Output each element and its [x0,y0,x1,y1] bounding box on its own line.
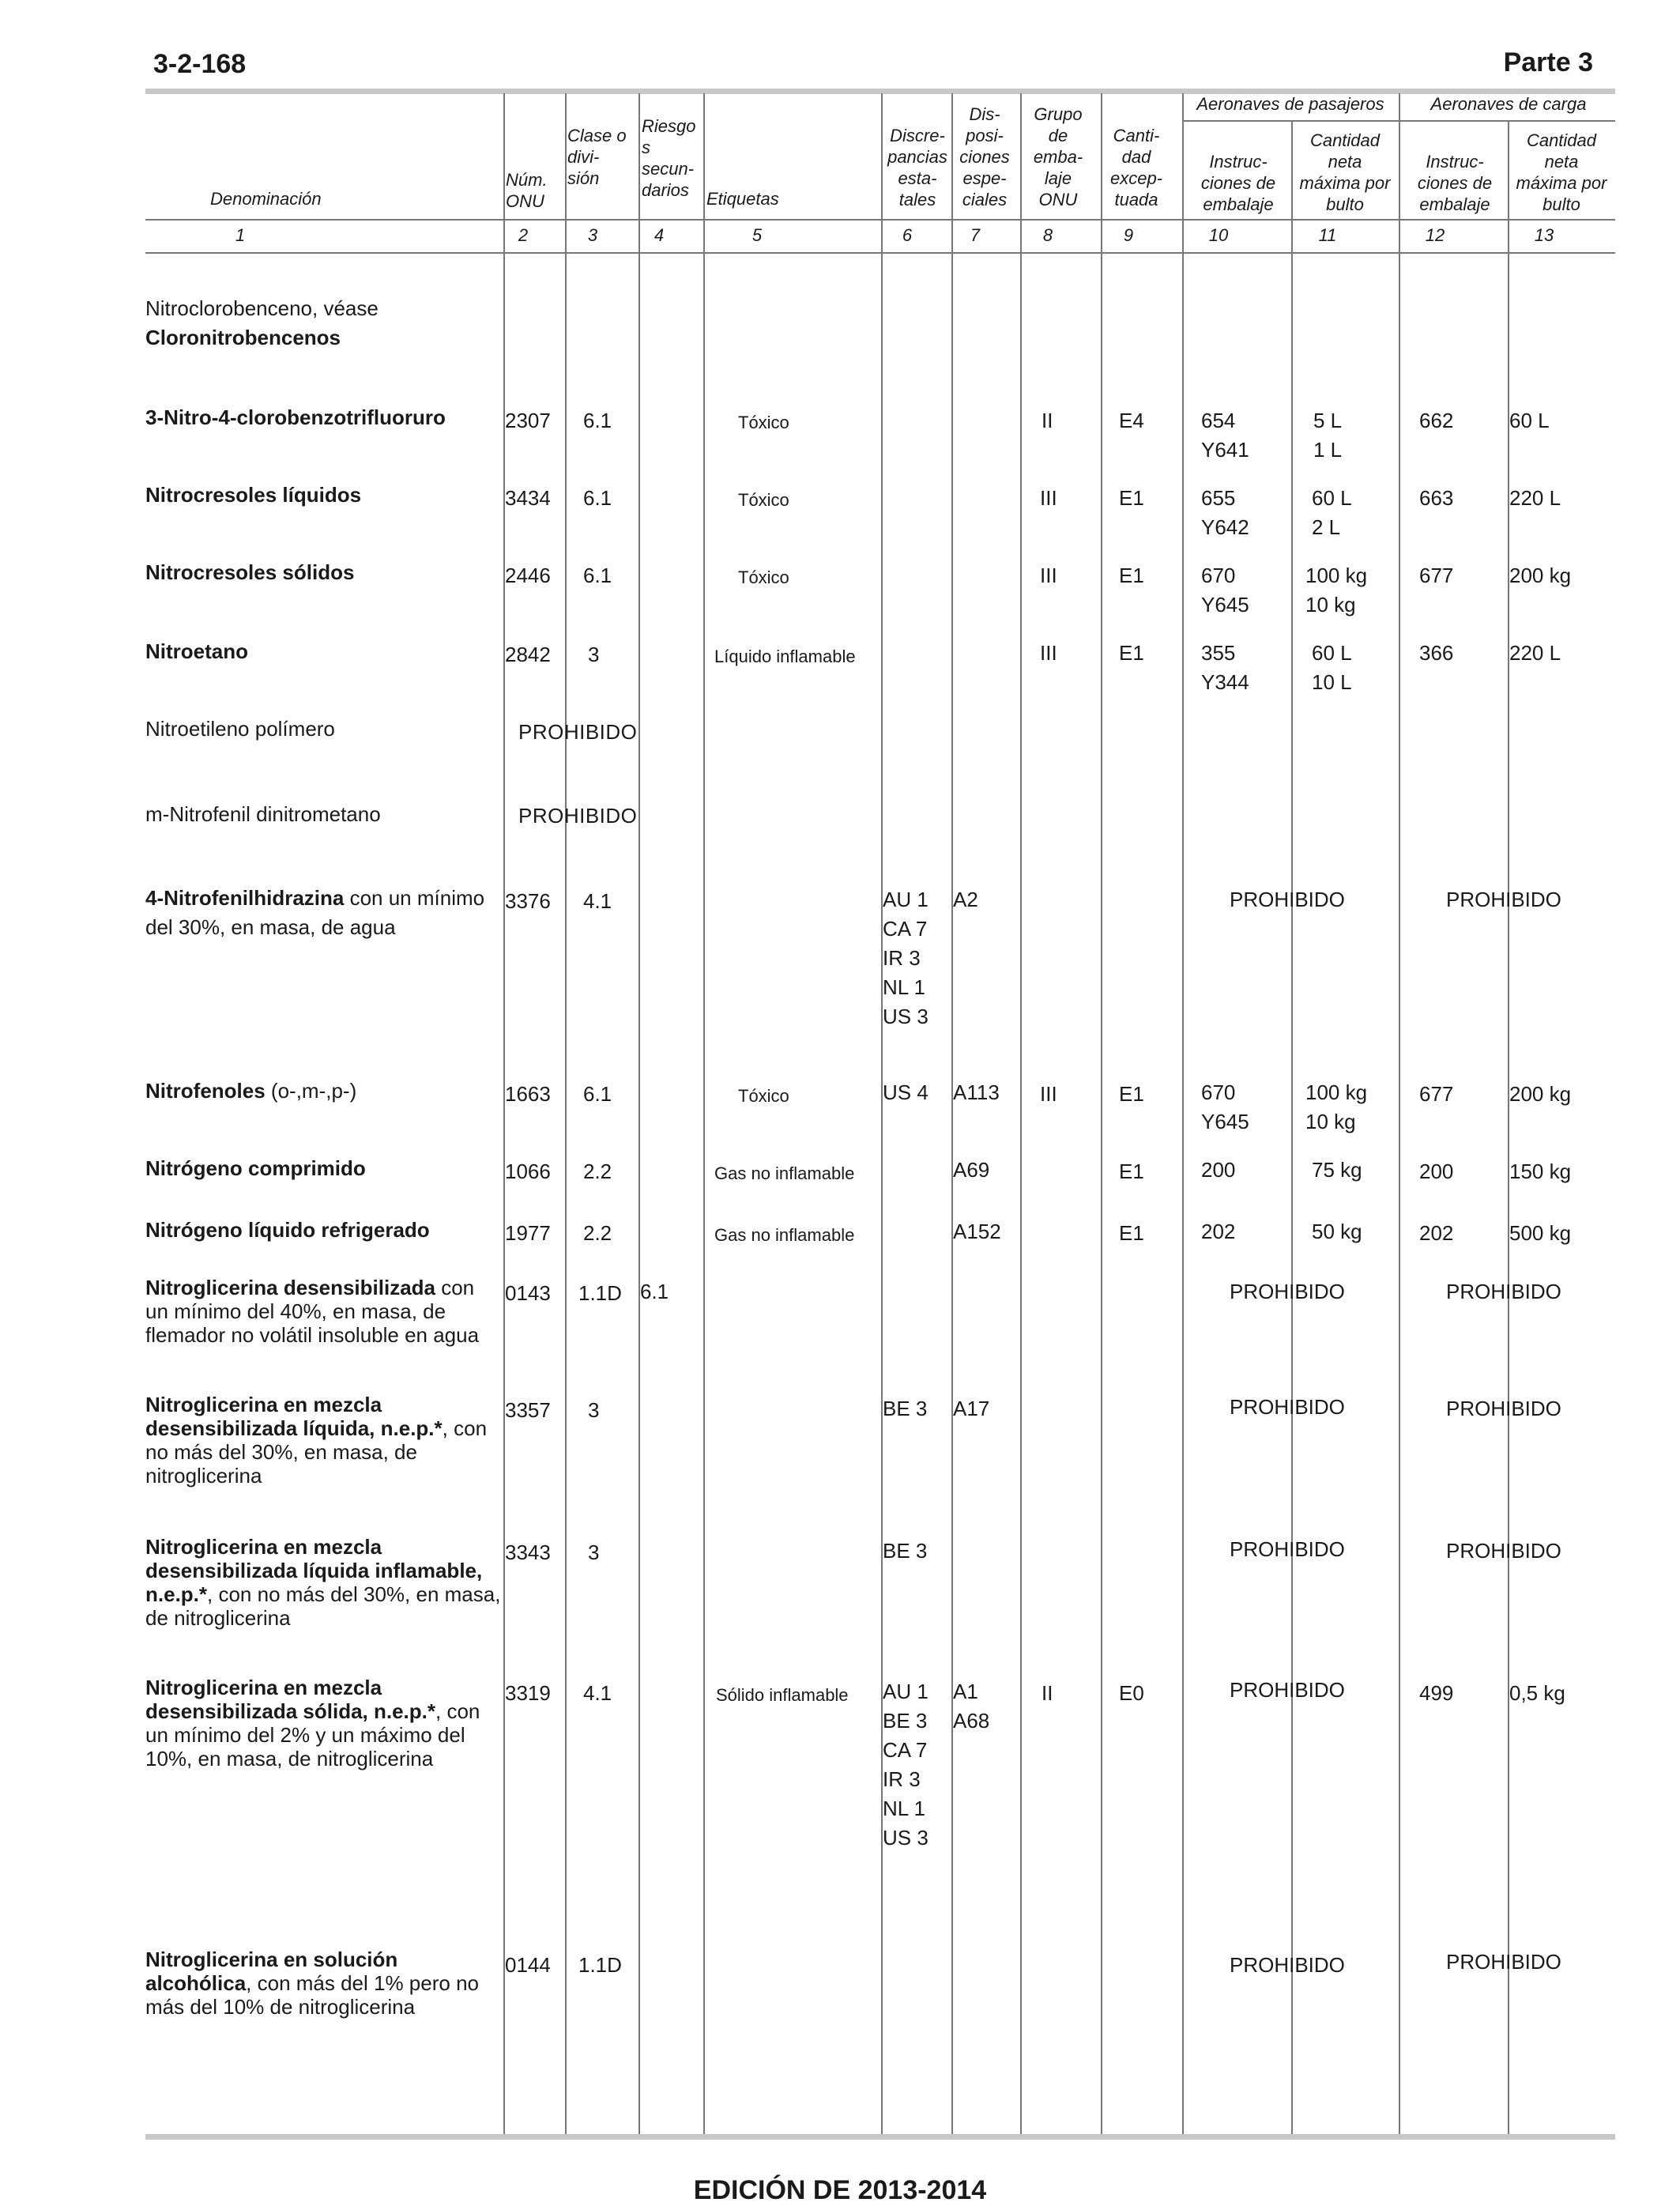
row-un: 3376 [505,889,551,913]
row-riesgo: 6.1 [640,1280,669,1303]
row-un: 1066 [505,1160,551,1183]
row-etiqueta: Gas no inflamable [714,1225,855,1245]
row-pax-prohibido: PROHIBIDO [1230,888,1345,911]
row-etiqueta: Tóxico [738,490,789,510]
row-name-tail: , con no más del 30%, en masa, de nitroglicerina [145,1416,488,1488]
row-etiqueta: Tóxico [738,413,789,432]
header-cantidad-carga: Cantidad neta máxima por bulto [1516,130,1607,214]
row-exc: E1 [1119,564,1144,587]
row-name-tail: con un mínimo del 40%, en masa, de flemador no volátil insoluble en agua [145,1276,480,1347]
column-number: 10 [1208,225,1229,245]
row-grupo: III [1040,641,1057,665]
row-name-bold: Nitroglicerina en mezcla desensibilizada líquida inflamable, n.e.p.* [145,1535,483,1606]
row-cao-prohibido: PROHIBIDO [1446,1539,1561,1563]
row-clase: 4.1 [583,1681,612,1705]
row-disc: AU 1 BE 3 CA 7 IR 3 NL 1 US 3 [883,1680,929,1850]
row-disp: A69 [953,1158,990,1182]
header-cantidad-pasajeros: Cantidad neta máxima por bulto [1299,130,1391,214]
row-grupo: II [1042,409,1053,432]
header-disposiciones: Dis- posi- ciones espe- ciales [959,104,1010,209]
row-clase: 2.2 [583,1221,612,1245]
header-instrucciones-pasajeros: Instruc- ciones de embalaje [1200,152,1276,214]
row-disc: AU 1 CA 7 IR 3 NL 1 US 3 [883,888,929,1028]
row-name [145,1216,501,1245]
row-pi-pax: 655 Y642 [1201,486,1249,539]
row-cao-prohibido: PROHIBIDO [1446,1397,1561,1420]
row-un: 3343 [505,1540,551,1564]
row-name-tail: con un mínimo del 30%, en masa, de agua [145,886,485,939]
row-pi-cao: 200 [1419,1160,1454,1183]
header-riesgo: Riesgo s secun- darios [642,116,696,200]
row-un: 2307 [505,409,551,432]
row-un: 1977 [505,1221,551,1245]
row-clase: 6.1 [583,409,612,432]
row-name-tail: (o-,m-,p-) [265,1079,357,1103]
row-exc: E1 [1119,1082,1144,1106]
row-pax-prohibido: PROHIBIDO [1230,1280,1345,1303]
row-disp: A152 [953,1220,1001,1243]
column-number: 7 [970,225,981,245]
column-number: 9 [1123,225,1134,245]
row-etiqueta: Gas no inflamable [714,1163,855,1183]
row-name [145,1077,501,1106]
row-pi-cao: 663 [1419,486,1454,510]
row-qty-cao: 150 kg [1509,1160,1572,1183]
row-clase: 3 [588,1398,600,1422]
row-pi-pax: 654 Y641 [1201,409,1249,462]
row-clase: 1.1D [578,1281,622,1305]
row-clase: 3 [588,1540,600,1564]
row-grupo: III [1040,1082,1057,1106]
row-etiqueta: Tóxico [738,1086,789,1106]
row-grupo: III [1040,564,1057,587]
row-etiqueta: Tóxico [738,568,789,587]
header-num-onu: Núm. ONU [506,170,548,211]
row-prohibido: PROHIBIDO [518,804,638,828]
row-pi-pax: 670 Y645 [1201,564,1249,617]
row-name-bold: Nitroetano [145,639,248,663]
header-grupo: Grupo de emba- laje ONU [1033,104,1083,209]
row-pax-prohibido: PROHIBIDO [1230,1395,1345,1419]
row-name-bold: Nitrógeno comprimido [145,1156,366,1180]
row-name-bold: 4-Nitrofenilhidrazina [145,886,345,910]
row-prohibido: PROHIBIDO [518,720,638,744]
column-number: 13 [1534,225,1554,245]
column-number: 8 [1042,225,1053,245]
row-name [145,1154,501,1183]
row-etiqueta: Líquido inflamable [714,647,856,666]
row-grupo: II [1042,1681,1053,1705]
row-name-bold: Nitrógeno líquido refrigerado [145,1218,430,1242]
row-pi-cao: 366 [1419,641,1454,665]
header-carga: Aeronaves de carga [1430,94,1587,114]
row-disc: US 4 [883,1080,929,1104]
row-name-bold: Nitrocresoles sólidos [145,560,355,584]
row-pi-pax: 200 [1201,1158,1236,1182]
row-qty-pax: 50 kg [1312,1220,1362,1243]
row-exc: E1 [1119,1221,1144,1245]
table-row [145,294,501,353]
row-clase: 6.1 [583,486,612,510]
row-exc: E1 [1119,1160,1144,1183]
header-discrepancias: Discre- pancias esta- tales [887,126,947,209]
edition-footer: EDICIÓN DE 2013-2014 [693,2175,987,2205]
row-disp: A1 A68 [953,1680,990,1733]
column-number: 11 [1318,225,1337,245]
row-exc: E0 [1119,1681,1144,1705]
row-pax-prohibido: PROHIBIDO [1230,1953,1345,1977]
page-number: 3-2-168 [153,49,247,79]
row-pax-prohibido: PROHIBIDO [1230,1678,1345,1702]
row-exc: E4 [1119,409,1144,432]
row-disp: A17 [953,1397,990,1420]
column-number: 2 [518,225,529,245]
row-name-bold: Nitrocresoles líquidos [145,483,362,507]
row-name-plain: Nitroclorobenceno, véase [145,296,379,320]
row-name-bold: Nitrofenoles [145,1079,266,1103]
row-clase: 4.1 [583,889,612,913]
row-disp: A113 [953,1080,1000,1104]
row-name [145,1393,501,1488]
row-un: 2842 [505,643,551,666]
row-etiqueta: Sólido inflamable [716,1685,849,1705]
row-qty-cao: 0,5 kg [1509,1681,1565,1705]
row-pi-cao: 499 [1419,1681,1454,1705]
bottom-rule [145,2134,1615,2140]
row-grupo: III [1040,486,1057,510]
header-pasajeros: Aeronaves de pasajeros [1196,94,1384,114]
header-clase: Clase o divi- sión [567,126,627,188]
row-cao-prohibido: PROHIBIDO [1446,888,1561,911]
row-un: 2446 [505,564,551,587]
row-name-tail: , con más del 1% pero no más del 10% de nitroglicerina [145,1971,479,2019]
row-name-bold: Cloronitrobencenos [145,326,341,349]
row-clase: 1.1D [578,1953,622,1977]
row-pi-cao: 677 [1419,1082,1454,1106]
row-exc: E1 [1119,486,1144,510]
row-pi-cao: 662 [1419,409,1454,432]
row-qty-pax: 75 kg [1312,1158,1362,1182]
row-exc: E1 [1119,641,1144,665]
row-un: 0144 [505,1953,551,1977]
row-name [145,558,501,587]
row-name [145,1948,501,2019]
part-label: Parte 3 [1503,47,1593,77]
row-qty-cao: 220 L [1509,641,1561,665]
row-name: m-Nitrofenil dinitrometano [145,802,381,826]
header-denominacion: Denominación [210,189,322,209]
column-number: 6 [902,225,913,245]
row-qty-pax: 60 L 10 L [1312,641,1352,694]
row-pi-cao: 677 [1419,564,1454,587]
row-name-bold: 3-Nitro-4-clorobenzotrifluoruro [145,405,446,429]
row-clase: 6.1 [583,564,612,587]
row-name-bold: Nitroglicerina desensibilizada [145,1276,435,1299]
row-qty-pax: 60 L 2 L [1312,486,1352,539]
column-number: 4 [654,225,665,245]
row-qty-cao: 200 kg [1509,1082,1572,1106]
row-un: 3434 [505,486,551,510]
row-pi-pax: 670 Y645 [1201,1080,1249,1133]
row-disc: BE 3 [883,1539,928,1563]
row-name-bold: Nitroglicerina en solución alcohólica [145,1948,398,1995]
row-name [145,637,501,666]
header-cantidad-exceptuada: Canti- dad excep- tuada [1109,126,1163,209]
row-pi-cao: 202 [1419,1221,1454,1245]
header-instrucciones-carga: Instruc- ciones de embalaje [1417,152,1493,214]
row-qty-cao: 60 L [1509,409,1550,432]
row-un: 3319 [505,1681,551,1705]
row-clase: 2.2 [583,1160,612,1183]
row-qty-pax: 5 L 1 L [1313,409,1343,462]
row-pi-pax: 355 Y344 [1201,641,1249,694]
row-qty-cao: 500 kg [1509,1221,1572,1245]
row-name [145,1276,501,1347]
row-name [145,1676,501,1770]
column-number: 1 [235,225,246,245]
row-un: 0143 [505,1281,551,1305]
header-etiquetas: Etiquetas [706,189,779,209]
row-name [145,403,501,432]
row-name-bold: Nitroglicerina en mezcla desensibilizada sólida, n.e.p.* [145,1676,435,1723]
row-cao-prohibido: PROHIBIDO [1446,1280,1561,1303]
row-name-bold: Nitroglicerina en mezcla desensibilizada líquida, n.e.p.* [145,1393,443,1440]
row-name [145,1535,501,1630]
row-name-tail: , con no más del 30%, en masa, de nitroglicerina [145,1582,501,1630]
row-clase: 3 [588,643,600,666]
row-qty-cao: 200 kg [1509,564,1572,587]
row-qty-pax: 100 kg 10 kg [1305,564,1368,617]
row-disc: BE 3 [883,1397,928,1420]
row-qty-cao: 220 L [1509,486,1561,510]
row-name [145,884,501,942]
row-un: 1663 [505,1082,551,1106]
row-clase: 6.1 [583,1082,612,1106]
row-name [145,481,501,510]
row-pi-pax: 202 [1201,1220,1236,1243]
row-un: 3357 [505,1398,551,1422]
row-cao-prohibido: PROHIBIDO [1446,1950,1561,1974]
row-pax-prohibido: PROHIBIDO [1230,1537,1345,1561]
row-name-tail: , con un mínimo del 2% y un máximo del 10%, en masa, de nitroglicerina [145,1699,480,1770]
column-number: 3 [587,225,598,245]
row-disp: A2 [953,888,978,911]
column-number: 12 [1425,225,1445,245]
column-number: 5 [751,225,763,245]
row-name: Nitroetileno polímero [145,717,335,741]
row-qty-pax: 100 kg 10 kg [1305,1080,1368,1133]
